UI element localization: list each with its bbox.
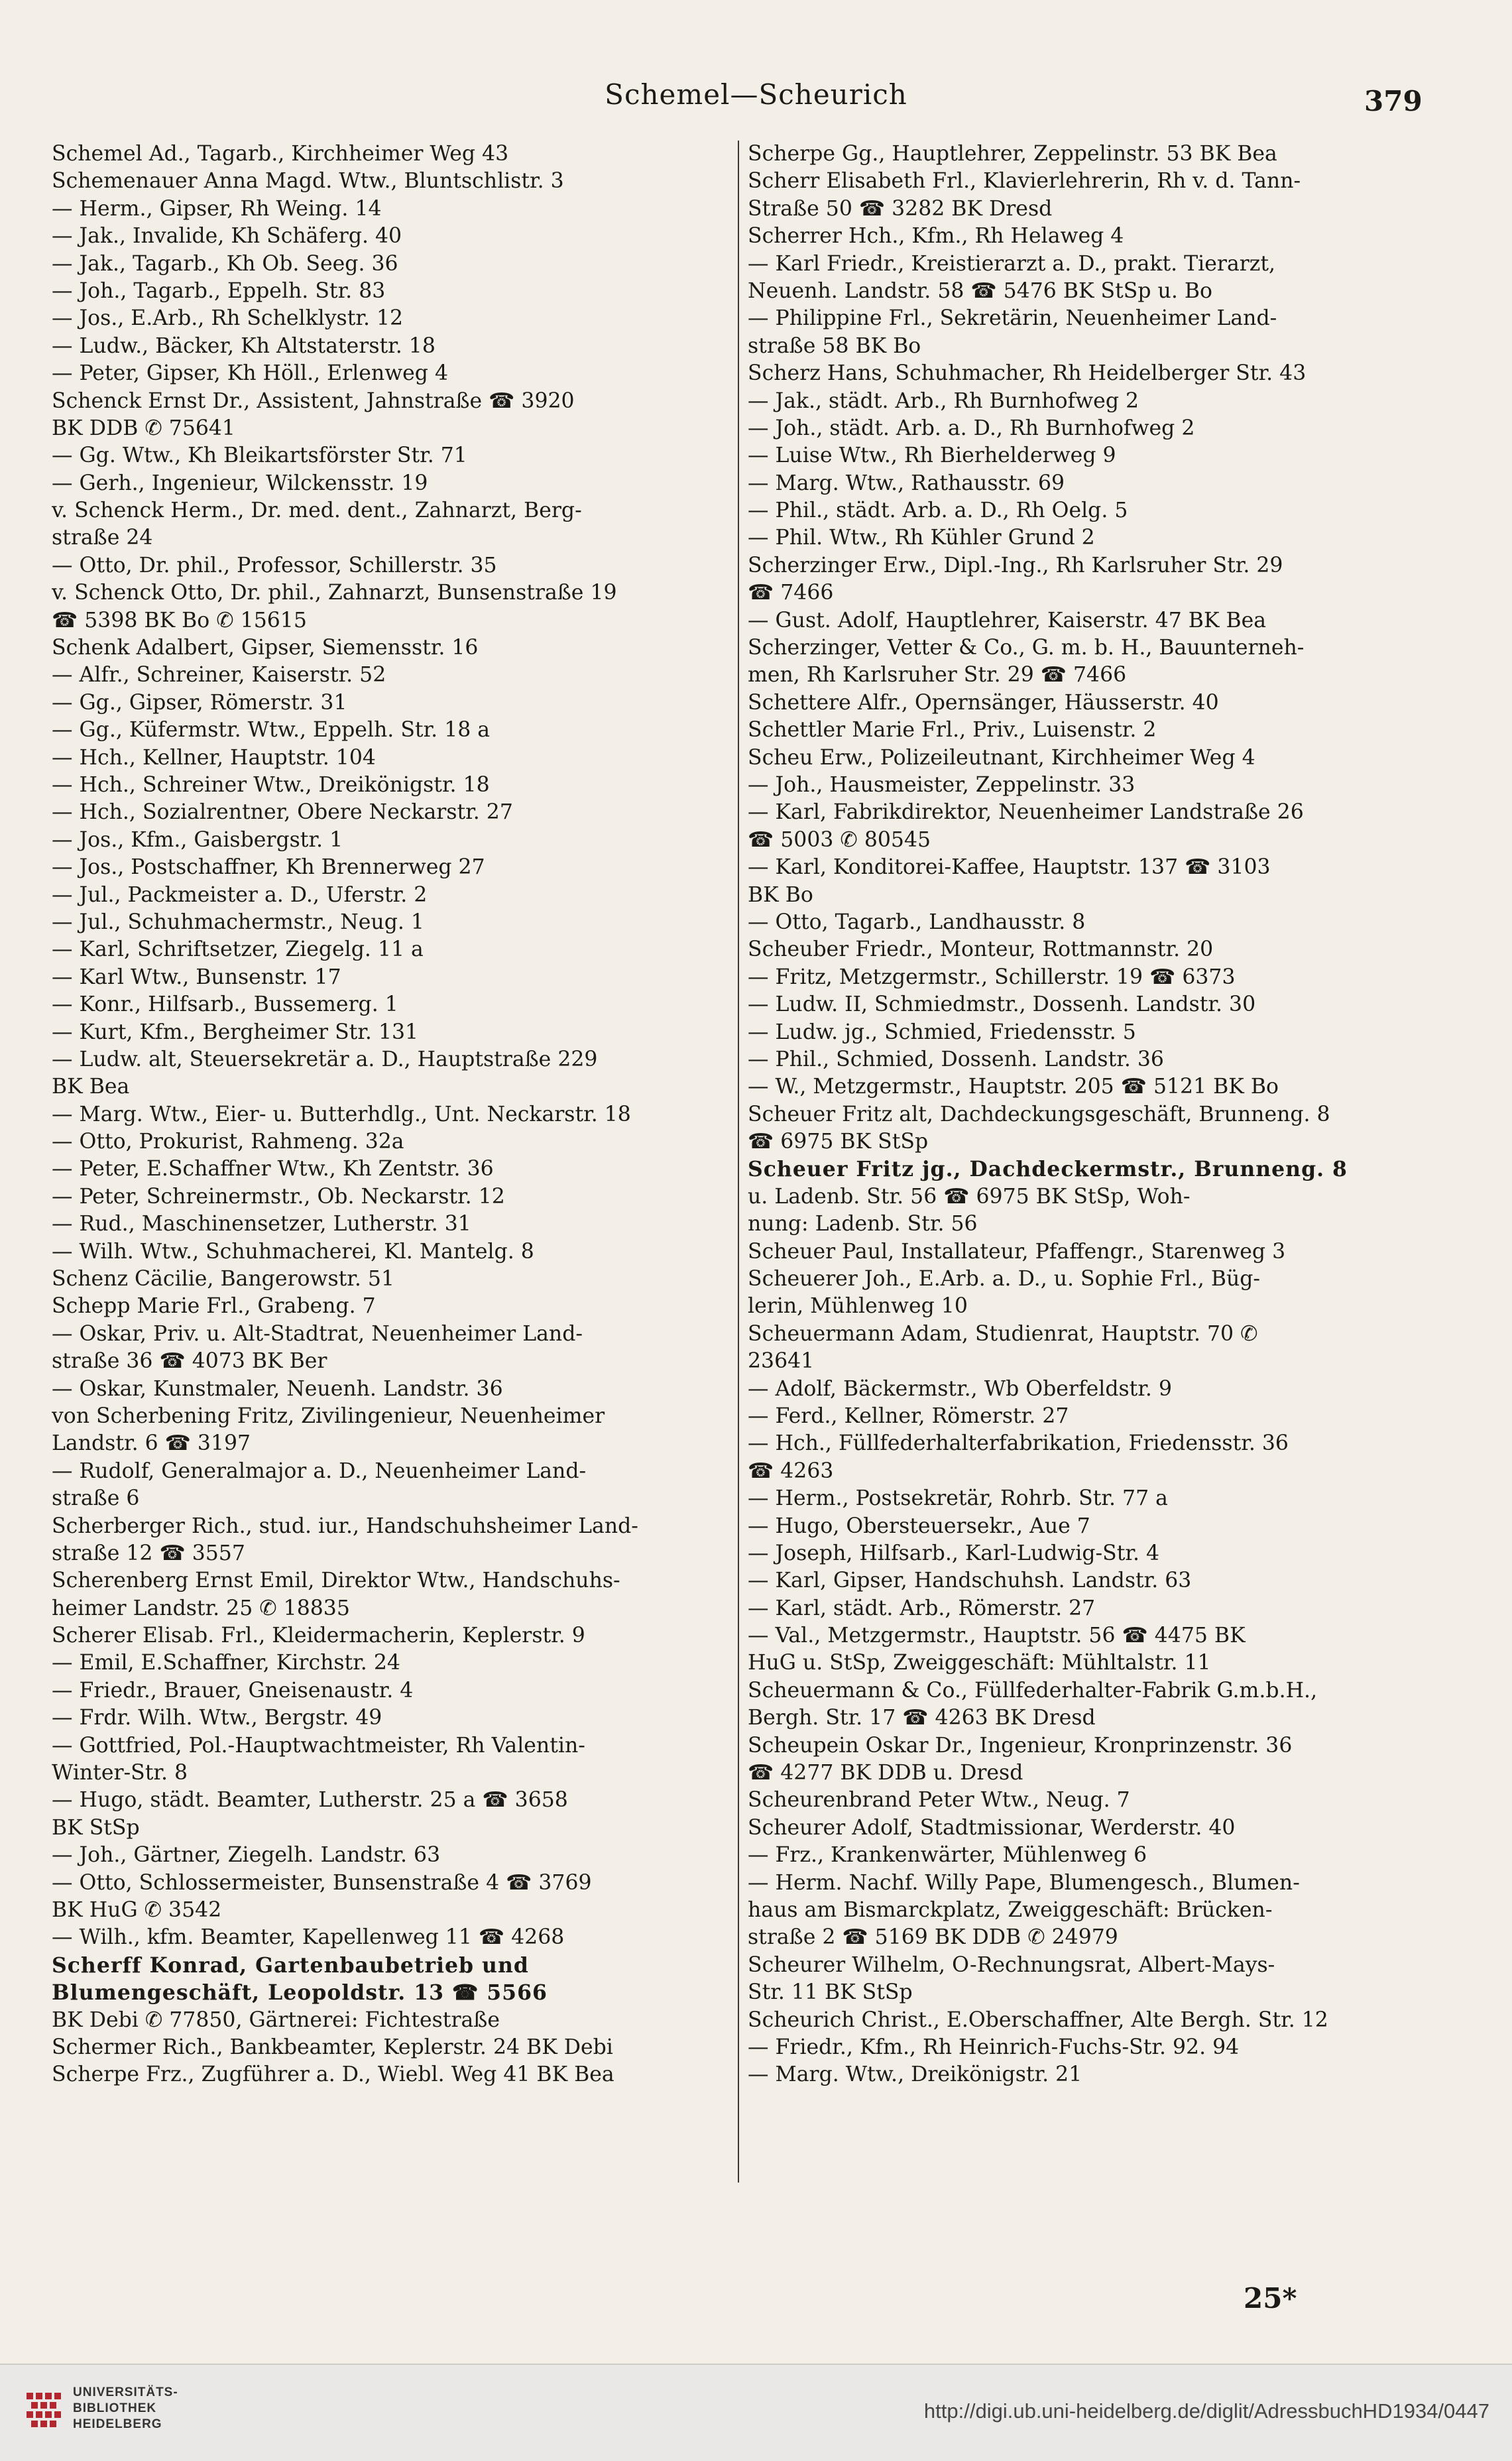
- directory-line: Neuenh. Landstr. 58 ☎ 5476 BK StSp u. Bo: [748, 278, 1212, 303]
- directory-line: BK DDB ✆ 75641: [52, 416, 235, 440]
- directory-line: — Kurt, Kfm., Bergheimer Str. 131: [52, 1020, 419, 1044]
- directory-line: Schemenauer Anna Magd. Wtw., Bluntschlistr. 3: [52, 169, 564, 194]
- directory-line: straße 12 ☎ 3557: [52, 1541, 245, 1565]
- directory-line: — Ludw., Bäcker, Kh Altstaterstr. 18: [52, 333, 436, 358]
- directory-line: — Herm., Gipser, Rh Weing. 14: [52, 196, 382, 221]
- directory-line: straße 2 ☎ 5169 BK DDB ✆ 24979: [748, 1925, 1118, 1950]
- directory-line: — Hch., Schreiner Wtw., Dreikönigstr. 18: [52, 772, 490, 797]
- directory-line: — Gust. Adolf, Hauptlehrer, Kaiserstr. 47 BK Bea: [748, 608, 1267, 632]
- directory-line: Scheuer Paul, Installateur, Pfaffengr., Starenweg 3: [748, 1239, 1286, 1264]
- directory-line: Straße 50 ☎ 3282 BK Dresd: [748, 196, 1053, 221]
- directory-line: — Rudolf, Generalmajor a. D., Neuenheimer Land-: [52, 1459, 587, 1483]
- directory-line: lerin, Mühlenweg 10: [748, 1294, 968, 1319]
- directory-line: ☎ 4277 BK DDB u. Dresd: [748, 1761, 1023, 1785]
- directory-line: Scheuer Fritz jg., Dachdeckermstr., Brunneng. 8: [748, 1157, 1348, 1182]
- directory-line: — Phil., städt. Arb. a. D., Rh Oelg. 5: [748, 499, 1128, 523]
- directory-line: — Wilh. Wtw., Schuhmacherei, Kl. Mantelg. 8: [52, 1239, 534, 1264]
- directory-line: Scherz Hans, Schuhmacher, Rh Heidelberger Str. 43: [748, 361, 1307, 386]
- directory-line: — Jos., Postschaffner, Kh Brennerweg 27: [52, 855, 485, 880]
- directory-line: — Ludw. jg., Schmied, Friedensstr. 5: [748, 1020, 1136, 1044]
- directory-line: v. Schenck Herm., Dr. med. dent., Zahnarzt, Berg-: [52, 499, 582, 523]
- directory-line: — Joseph, Hilfsarb., Karl-Ludwig-Str. 4: [748, 1541, 1160, 1565]
- library-name: [73, 2385, 178, 2432]
- directory-line: — Adolf, Bäckermstr., Wb Oberfeldstr. 9: [748, 1376, 1172, 1401]
- directory-line: Scherff Konrad, Gartenbaubetrieb und: [52, 1952, 529, 1978]
- directory-line: — Jak., Tagarb., Kh Ob. Seeg. 36: [52, 251, 398, 276]
- directory-line: Bergh. Str. 17 ☎ 4263 BK Dresd: [748, 1706, 1096, 1730]
- directory-line: — Otto, Schlossermeister, Bunsenstraße 4 ☎ 3769: [52, 1870, 592, 1895]
- directory-line: men, Rh Karlsruher Str. 29 ☎ 7466: [748, 663, 1127, 688]
- directory-line: — Joh., Hausmeister, Zeppelinstr. 33: [748, 772, 1135, 797]
- directory-line: Scheuermann Adam, Studienrat, Hauptstr. 70 ✆: [748, 1321, 1258, 1346]
- directory-line: — Jul., Packmeister a. D., Uferstr. 2: [52, 882, 428, 907]
- directory-line: ☎ 5398 BK Bo ✆ 15615: [52, 608, 307, 632]
- directory-line: Scheuerer Joh., E.Arb. a. D., u. Sophie Frl., Büg-: [748, 1267, 1261, 1291]
- directory-line: — Otto, Dr. phil., Professor, Schillerstr. 35: [52, 553, 497, 577]
- directory-line: Scherzinger, Vetter & Co., G. m. b. H., Bauunterneh-: [748, 636, 1305, 660]
- directory-line: — Rud., Maschinensetzer, Lutherstr. 31: [52, 1212, 471, 1236]
- directory-line: BK Bo: [748, 882, 813, 907]
- directory-line: — Karl Wtw., Bunsenstr. 17: [52, 965, 341, 989]
- directory-line: Scheupein Oskar Dr., Ingenieur, Kronprinzenstr. 36: [748, 1733, 1293, 1758]
- directory-line: Scherzinger Erw., Dipl.-Ing., Rh Karlsruher Str. 29: [748, 553, 1283, 577]
- directory-line: — Otto, Prokurist, Rahmeng. 32a: [52, 1130, 404, 1154]
- directory-line: ☎ 4263: [748, 1459, 834, 1483]
- column-divider: [738, 141, 739, 2183]
- directory-line: — Frdr. Wilh. Wtw., Bergstr. 49: [52, 1706, 382, 1730]
- directory-line: Scheu Erw., Polizeileutnant, Kirchheimer Weg 4: [748, 745, 1255, 770]
- directory-line: Scheurich Christ., E.Oberschaffner, Alte Bergh. Str. 12: [748, 2008, 1328, 2032]
- directory-line: BK HuG ✆ 3542: [52, 1898, 222, 1922]
- running-head: Schemel—Scheurich: [605, 78, 907, 111]
- directory-line: — Peter, Schreinermstr., Ob. Neckarstr. 12: [52, 1184, 505, 1209]
- directory-line: — Gg., Gipser, Römerstr. 31: [52, 690, 347, 715]
- directory-line: — Alfr., Schreiner, Kaiserstr. 52: [52, 663, 386, 688]
- directory-line: Scherenberg Ernst Emil, Direktor Wtw., Handschuhs-: [52, 1569, 620, 1593]
- left-column: [52, 141, 728, 2089]
- directory-line: Schepp Marie Frl., Grabeng. 7: [52, 1294, 376, 1319]
- directory-line: Scheurer Wilhelm, O-Rechnungsrat, Albert-Mays-: [748, 1952, 1275, 1977]
- right-column: [748, 141, 1437, 2089]
- directory-line: Scheurer Adolf, Stadtmissionar, Werderstr. 40: [748, 1815, 1236, 1840]
- directory-line: — Ludw. II, Schmiedmstr., Dossenh. Landstr. 30: [748, 992, 1256, 1017]
- directory-line: 23641: [748, 1349, 815, 1374]
- directory-line: — Frz., Krankenwärter, Mühlenweg 6: [748, 1843, 1147, 1868]
- directory-line: — Hugo, Obersteuersekr., Aue 7: [748, 1514, 1090, 1538]
- directory-line: Scheuermann & Co., Füllfederhalter-Fabrik G.m.b.H.,: [748, 1678, 1318, 1703]
- directory-line: — Marg. Wtw., Dreikönigstr. 21: [748, 2063, 1082, 2087]
- directory-line: — Karl, städt. Arb., Römerstr. 27: [748, 1596, 1096, 1620]
- directory-line: von Scherbening Fritz, Zivilingenieur, Neuenheimer: [52, 1404, 605, 1428]
- directory-line: Scherr Elisabeth Frl., Klavierlehrerin, Rh v. d. Tann-: [748, 169, 1301, 194]
- directory-line: heimer Landstr. 25 ✆ 18835: [52, 1596, 350, 1620]
- directory-line: straße 6: [52, 1486, 140, 1511]
- directory-line: — Phil. Wtw., Rh Kühler Grund 2: [748, 526, 1095, 550]
- directory-line: — Gg. Wtw., Kh Bleikartsförster Str. 71: [52, 444, 467, 468]
- directory-line: Scherrer Hch., Kfm., Rh Helaweg 4: [748, 224, 1124, 249]
- directory-line: Winter-Str. 8: [52, 1761, 188, 1785]
- directory-line: — Jul., Schuhmachermstr., Neug. 1: [52, 910, 424, 934]
- directory-line: Scherpe Frz., Zugführer a. D., Wiebl. Weg 41 BK Bea: [52, 2063, 614, 2087]
- directory-line: Scherpe Gg., Hauptlehrer, Zeppelinstr. 53 BK Bea: [748, 142, 1277, 166]
- directory-line: haus am Bismarckplatz, Zweiggeschäft: Brücken-: [748, 1898, 1273, 1922]
- directory-line: Schemel Ad., Tagarb., Kirchheimer Weg 43: [52, 142, 509, 166]
- library-logo-icon: [24, 2389, 64, 2431]
- directory-line: — Hugo, städt. Beamter, Lutherstr. 25 a ☎ 3658: [52, 1788, 568, 1813]
- page-number: 379: [1364, 85, 1423, 117]
- directory-line: ☎ 5003 ✆ 80545: [748, 827, 931, 852]
- directory-line: straße 58 BK Bo: [748, 333, 921, 358]
- directory-line: — Peter, E.Schaffner Wtw., Kh Zentstr. 36: [52, 1157, 494, 1181]
- directory-line: — Peter, Gipser, Kh Höll., Erlenweg 4: [52, 361, 449, 386]
- directory-line: Schettler Marie Frl., Priv., Luisenstr. 2: [748, 718, 1157, 743]
- directory-line: — Ferd., Kellner, Römerstr. 27: [748, 1404, 1069, 1428]
- directory-line: Scheuber Friedr., Monteur, Rottmannstr. 20: [748, 937, 1214, 962]
- directory-line: HuG u. StSp, Zweiggeschäft: Mühltalstr. 11: [748, 1651, 1211, 1675]
- directory-line: BK StSp: [52, 1815, 140, 1840]
- directory-line: Schenk Adalbert, Gipser, Siemensstr. 16: [52, 636, 479, 660]
- source-url-link[interactable]: http://digi.ub.uni-heidelberg.de/diglit/AdressbuchHD1934/0447: [923, 2399, 1489, 2423]
- directory-line: — Karl Friedr., Kreistierarzt a. D., prakt. Tierarzt,: [748, 251, 1276, 276]
- directory-line: — Ludw. alt, Steuersekretär a. D., Hauptstraße 229: [52, 1047, 598, 1071]
- directory-line: — Gottfried, Pol.-Hauptwachtmeister, Rh Valentin-: [52, 1733, 585, 1758]
- directory-line: Str. 11 BK StSp: [748, 1980, 913, 2005]
- directory-line: — Hch., Kellner, Hauptstr. 104: [52, 745, 376, 770]
- directory-line: Scherberger Rich., stud. iur., Handschuhsheimer Land-: [52, 1514, 638, 1538]
- directory-line: Schenck Ernst Dr., Assistent, Jahnstraße ☎ 3920: [52, 389, 575, 413]
- directory-line: Schermer Rich., Bankbeamter, Keplerstr. 24 BK Debi: [52, 2035, 613, 2059]
- directory-line: — Luise Wtw., Rh Bierhelderweg 9: [748, 444, 1116, 468]
- directory-line: Schenz Cäcilie, Bangerowstr. 51: [52, 1267, 394, 1291]
- directory-line: — Emil, E.Schaffner, Kirchstr. 24: [52, 1651, 400, 1675]
- directory-line: Scheuer Fritz alt, Dachdeckungsgeschäft, Brunneng. 8: [748, 1102, 1330, 1126]
- directory-line: — Philippine Frl., Sekretärin, Neuenheimer Land-: [748, 306, 1277, 331]
- directory-line: — Jos., E.Arb., Rh Schelklystr. 12: [52, 306, 404, 331]
- directory-line: — Wilh., kfm. Beamter, Kapellenweg 11 ☎ 4268: [52, 1925, 565, 1950]
- directory-line: Scheurenbrand Peter Wtw., Neug. 7: [748, 1788, 1130, 1813]
- directory-line: Blumengeschäft, Leopoldstr. 13 ☎ 5566: [52, 1980, 548, 2006]
- directory-line: — Karl, Konditorei-Kaffee, Hauptstr. 137 ☎ 3103: [748, 855, 1271, 880]
- directory-line: — Friedr., Kfm., Rh Heinrich-Fuchs-Str. 92. 94: [748, 2035, 1240, 2059]
- directory-line: — Herm., Postsekretär, Rohrb. Str. 77 a: [748, 1486, 1168, 1511]
- directory-line: — Marg. Wtw., Rathausstr. 69: [748, 471, 1065, 495]
- directory-line: — Karl, Fabrikdirektor, Neuenheimer Landstraße 26: [748, 800, 1304, 825]
- directory-line: — Phil., Schmied, Dossenh. Landstr. 36: [748, 1047, 1164, 1071]
- directory-line: — Joh., Gärtner, Ziegelh. Landstr. 63: [52, 1843, 441, 1868]
- directory-line: — Jak., Invalide, Kh Schäferg. 40: [52, 224, 402, 249]
- directory-line: — Oskar, Priv. u. Alt-Stadtrat, Neuenheimer Land-: [52, 1321, 583, 1346]
- directory-line: — Friedr., Brauer, Gneisenaustr. 4: [52, 1678, 414, 1703]
- directory-line: nung: Ladenb. Str. 56: [748, 1212, 978, 1236]
- directory-line: ☎ 6975 BK StSp: [748, 1130, 929, 1154]
- directory-line: BK Debi ✆ 77850, Gärtnerei: Fichtestraße: [52, 2008, 500, 2032]
- directory-line: — Hch., Füllfederhalterfabrikation, Friedensstr. 36: [748, 1431, 1289, 1456]
- directory-line: — W., Metzgermstr., Hauptstr. 205 ☎ 5121 BK Bo: [748, 1075, 1279, 1099]
- directory-line: straße 36 ☎ 4073 BK Ber: [52, 1349, 327, 1374]
- directory-line: — Val., Metzgermstr., Hauptstr. 56 ☎ 4475 BK: [748, 1624, 1246, 1648]
- directory-line: — Joh., städt. Arb. a. D., Rh Burnhofweg 2: [748, 416, 1195, 440]
- directory-line: straße 24: [52, 526, 153, 550]
- library-name-line: BIBLIOTHEK: [73, 2401, 157, 2415]
- directory-line: v. Schenck Otto, Dr. phil., Zahnarzt, Bunsenstraße 19: [52, 581, 617, 605]
- directory-line: — Fritz, Metzgermstr., Schillerstr. 19 ☎ 6373: [748, 965, 1236, 989]
- directory-line: — Oskar, Kunstmaler, Neuenh. Landstr. 36: [52, 1376, 503, 1401]
- directory-line: — Hch., Sozialrentner, Obere Neckarstr. 27: [52, 800, 513, 825]
- directory-line: — Gerh., Ingenieur, Wilckensstr. 19: [52, 471, 428, 495]
- directory-line: Scherer Elisab. Frl., Kleidermacherin, Keplerstr. 9: [52, 1624, 585, 1648]
- viewer-footer: [0, 2364, 1512, 2461]
- directory-line: — Herm. Nachf. Willy Pape, Blumengesch., Blumen-: [748, 1870, 1300, 1895]
- directory-line: — Gg., Küfermstr. Wtw., Eppelh. Str. 18 a: [52, 718, 491, 743]
- library-name-line: UNIVERSITÄTS-: [73, 2385, 178, 2399]
- directory-line: — Konr., Hilfsarb., Bussemerg. 1: [52, 992, 398, 1017]
- directory-line: — Joh., Tagarb., Eppelh. Str. 83: [52, 278, 386, 303]
- directory-line: — Karl, Gipser, Handschuhsh. Landstr. 63: [748, 1569, 1192, 1593]
- signature-mark: 25*: [1244, 2282, 1297, 2314]
- directory-line: Schettere Alfr., Opernsänger, Häusserstr. 40: [748, 690, 1219, 715]
- directory-line: — Karl, Schriftsetzer, Ziegelg. 11 a: [52, 937, 424, 962]
- directory-line: — Jos., Kfm., Gaisbergstr. 1: [52, 827, 343, 852]
- directory-line: ☎ 7466: [748, 581, 834, 605]
- directory-line: — Otto, Tagarb., Landhausstr. 8: [748, 910, 1086, 934]
- directory-line: BK Bea: [52, 1075, 130, 1099]
- directory-line: — Jak., städt. Arb., Rh Burnhofweg 2: [748, 389, 1139, 413]
- directory-line: Landstr. 6 ☎ 3197: [52, 1431, 251, 1456]
- directory-line: — Marg. Wtw., Eier- u. Butterhdlg., Unt. Neckarstr. 18: [52, 1102, 631, 1126]
- library-name-line: HEIDELBERG: [73, 2417, 162, 2431]
- directory-line: u. Ladenb. Str. 56 ☎ 6975 BK StSp, Woh-: [748, 1184, 1191, 1209]
